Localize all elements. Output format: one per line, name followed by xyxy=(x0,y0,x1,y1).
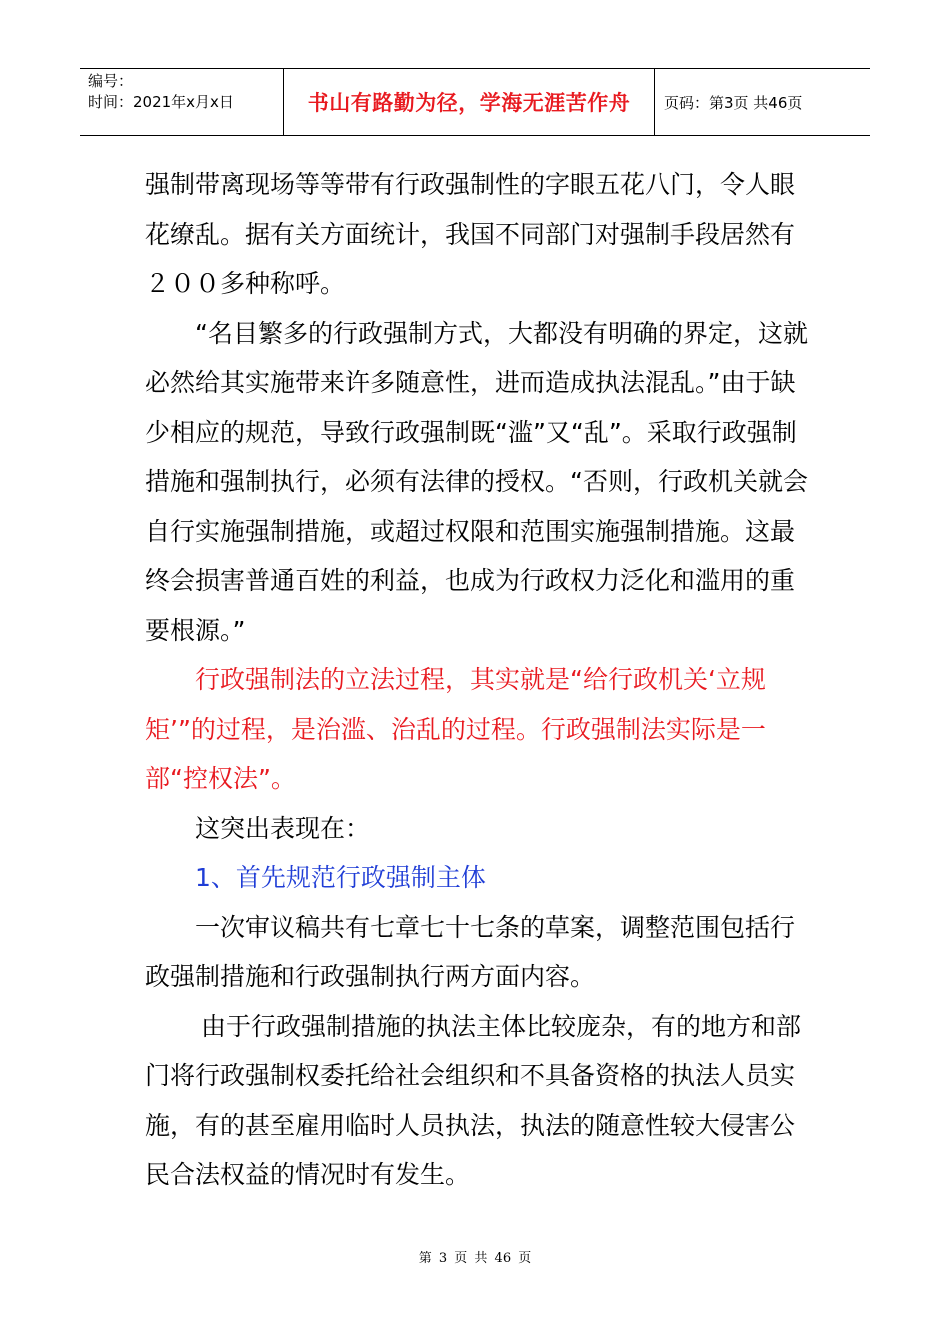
header-motto: 书山有路勤为径，学海无涯苦作舟 xyxy=(307,91,631,115)
document-number-label: 编号： xyxy=(88,72,134,90)
paragraph-6: 一次审议稿共有七章七十七条的草案，调整范围包括行政强制措施和行政强制执行两方面内容。 xyxy=(145,912,796,991)
paragraph-2: “名目繁多的行政强制方式，大都没有明确的界定，这就必然给其实施带来许多随意性，进而造成执法混乱。”由于缺少相应的规范，导致行政强制既“滥”又“乱”。采取行政强制措施和强制执行，必须有法律的授权。“否则，行政机关就会自行实施强制措施，或超过权限和范围实施强制措施。这最终会损害普通百姓的利益，也成为行政权力泛化和滥用的重要根源。” xyxy=(145,318,808,645)
paragraph-4: 这突出表现在： xyxy=(195,813,371,843)
header-motto-cell xyxy=(283,69,655,135)
document-body xyxy=(145,160,815,1200)
paragraph-1: 强制带离现场等等带有行政强制性的字眼五花八门，令人眼花缭乱。据有关方面统计，我国不同部门对强制手段居然有２００多种称呼。 xyxy=(145,170,796,298)
page-footer: 第 3 页 共 46 页 xyxy=(418,1251,532,1266)
section-heading-1: 1、首先规范行政强制主体 xyxy=(195,863,486,892)
page-header xyxy=(80,68,870,136)
header-meta xyxy=(80,69,283,135)
document-time-label: 时间：2021年x月x日 xyxy=(88,93,234,111)
paragraph-7: 由于行政强制措施的执法主体比较庞杂，有的地方和部门将行政强制权委托给社会组织和不具备资格的执法人员实施，有的甚至雇用临时人员执法，执法的随意性较大侵害公民合法权益的情况时有发生。 xyxy=(145,1011,802,1189)
header-page-cell xyxy=(655,69,870,135)
paragraph-3-highlight: 行政强制法的立法过程，其实就是“给行政机关‘立规矩’”的过程，是治滥、治乱的过程。行政强制法实际是一部“控权法”。 xyxy=(145,665,766,793)
header-page-label: 页码：第3页 共46页 xyxy=(664,93,803,112)
